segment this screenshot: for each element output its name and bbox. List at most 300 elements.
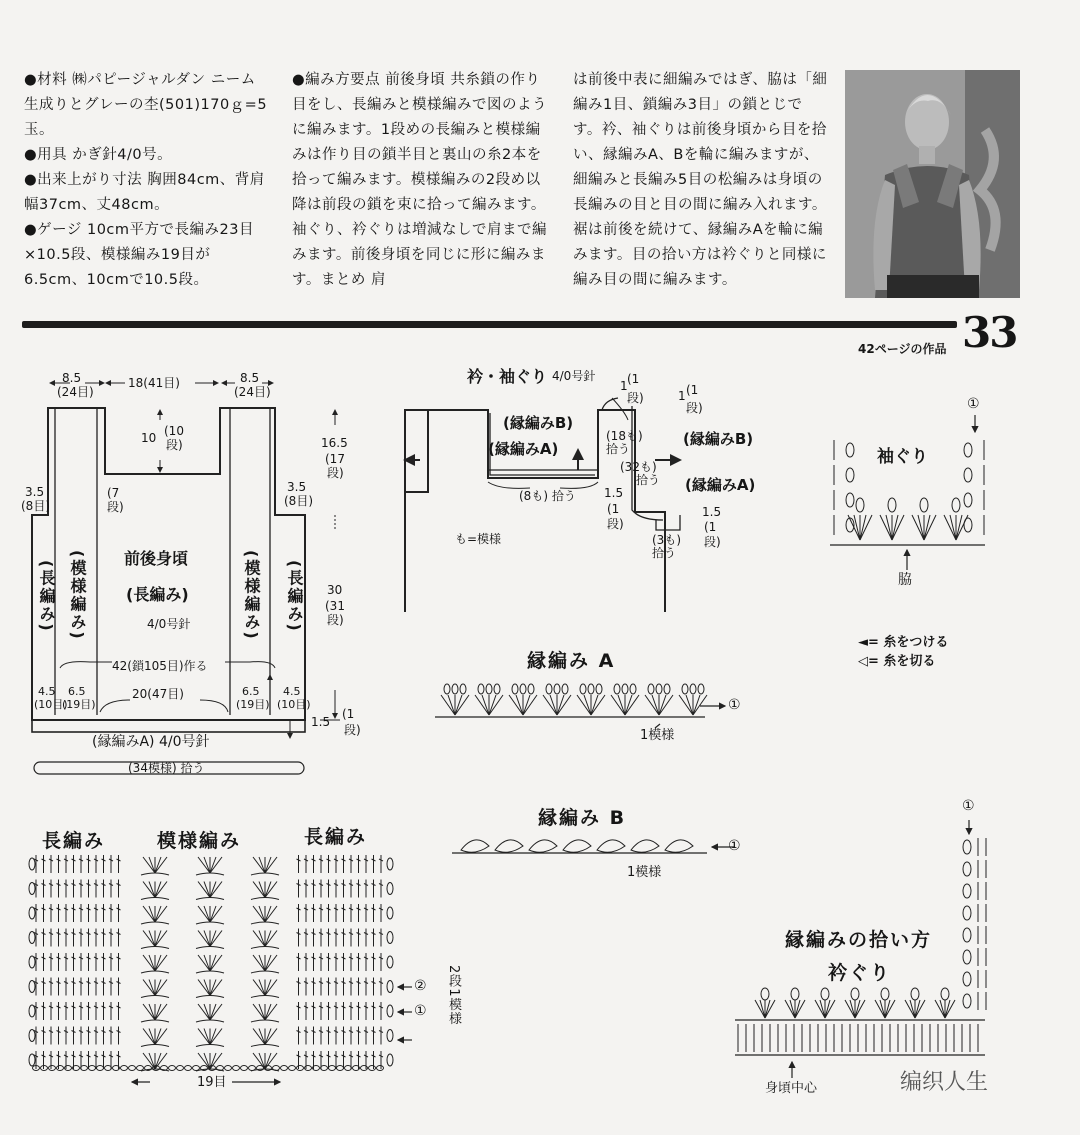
pickup-fan xyxy=(940,1000,945,1018)
armhole-fan xyxy=(918,515,924,540)
chart-header-dc-left: 長編み xyxy=(42,830,106,852)
pickup-leaf xyxy=(881,988,889,1000)
edge-a-fan xyxy=(523,695,537,715)
collar-edge-b-right: (縁編みB) xyxy=(683,430,754,448)
turning-chain xyxy=(387,956,393,968)
materials-text: ●材料 ㈱パピージャルダン ニーム 生成りとグレーの杢(501)170ｇ=5玉。 xyxy=(24,72,268,138)
chain-loop xyxy=(141,996,169,998)
body-subtitle: (長編み) xyxy=(126,585,189,604)
fan-stitch xyxy=(198,980,210,996)
fan-stitch xyxy=(155,857,167,873)
pickup-picot xyxy=(963,950,971,964)
fan-stitch xyxy=(259,906,265,922)
armhole-left-stitches: (8目) xyxy=(21,499,50,513)
col-left-outer: (長編み) xyxy=(37,560,56,633)
bottom-w5: 4.5 xyxy=(283,685,301,698)
edge-a-fan xyxy=(625,695,639,715)
fan-stitch xyxy=(253,931,265,947)
bottom-center: 20(47目) xyxy=(132,687,184,701)
chain-loop xyxy=(141,898,169,900)
chart-row-1: ① xyxy=(414,1003,427,1019)
turning-chain xyxy=(387,883,393,895)
armhole-fan xyxy=(892,515,904,540)
foundation-chain xyxy=(105,1066,112,1071)
neck-depth-rows-a: (10 xyxy=(164,424,184,438)
lower-height: 30 xyxy=(327,583,343,597)
chart-repeat: 2段1模様 xyxy=(446,965,461,1026)
edge-a-fan xyxy=(489,695,503,715)
collar-row2: 1 xyxy=(678,389,686,403)
chain-count: 42(鎖105目)作る xyxy=(112,659,208,673)
edge-b-leaf xyxy=(631,840,659,852)
edge-a-picot xyxy=(494,684,500,694)
armhole-fan xyxy=(924,515,930,540)
collar-note: も=模様 xyxy=(455,532,502,546)
edge-a-fan xyxy=(489,695,496,715)
fan-stitch xyxy=(155,882,161,898)
edge-a-picot xyxy=(452,684,458,694)
pickup-fan xyxy=(820,1000,825,1018)
fan-stitch xyxy=(259,955,265,971)
col-right-outer: (長編み) xyxy=(285,560,304,633)
fan-stitch xyxy=(143,1029,155,1045)
fan-stitch xyxy=(198,1004,210,1020)
collar-row2b: (1 xyxy=(686,383,699,397)
armhole-right-width: 3.5 xyxy=(287,480,307,494)
collar-hook: 4/0号針 xyxy=(552,369,596,383)
fan-stitch xyxy=(149,857,155,873)
foundation-chain xyxy=(97,1066,104,1071)
legend-attach-yarn: ◄= 糸をつける xyxy=(858,635,949,650)
edge-b-leaf xyxy=(597,840,625,852)
collar-edge-a-left: (縁編みA) xyxy=(488,440,559,458)
pickup-fan xyxy=(850,1000,855,1018)
fan-stitch xyxy=(210,882,216,898)
pickup-leaf xyxy=(941,988,949,1000)
collar-row1: 1 xyxy=(620,379,628,393)
edge-a-fan xyxy=(509,695,523,715)
pickup-picot xyxy=(963,884,971,898)
edge-a-fan xyxy=(679,695,693,715)
fan-stitch xyxy=(155,1029,161,1045)
fan-stitch xyxy=(210,931,222,947)
turning-chain xyxy=(387,1030,393,1042)
fan-stitch xyxy=(259,931,265,947)
pickup-fan xyxy=(825,1000,835,1018)
collar-row1b: (1 xyxy=(627,372,640,386)
edge-a-fan xyxy=(591,695,605,715)
fan-stitch xyxy=(198,931,210,947)
chain-loop xyxy=(196,996,224,998)
pickup-title: 縁編みの拾い方 xyxy=(785,929,933,951)
instructions-column-1: ●編み方要点 前後身頃 共糸鎖の作り目をし、長編みと模様編みで図のように編みます。1段めの長編みと模様編みは作り目の鎖半目と裏山の糸2本を拾って編みます。模様編みの2段め以降は前段の鎖を束に拾って編みます。袖ぐり、衿ぐりは増減なしで肩まで編みます。前後身頃を同じに形に編みます。まとめ 肩 xyxy=(292,72,547,288)
fan-stitch xyxy=(265,906,277,922)
fan-stitch xyxy=(204,980,210,996)
chain-loop xyxy=(251,922,279,924)
armhole-leaf xyxy=(856,498,864,512)
armhole-fan xyxy=(854,515,860,540)
fan-stitch xyxy=(210,980,222,996)
hem-rows-b: 段) xyxy=(344,723,361,737)
edge-a-fan xyxy=(550,695,557,715)
fan-stitch xyxy=(265,882,271,898)
fan-stitch xyxy=(155,980,161,996)
fan-stitch xyxy=(210,882,222,898)
fan-stitch xyxy=(210,955,216,971)
pickup-leaf xyxy=(821,988,829,1000)
chart-header-dc-right: 長編み xyxy=(304,826,368,848)
edge-a-fan xyxy=(659,695,666,715)
chain-loop xyxy=(251,947,279,949)
edge-a-fan xyxy=(645,695,659,715)
edge-a-picot xyxy=(520,684,526,694)
chain-loop xyxy=(251,971,279,973)
upper-height-rows-a: (17 xyxy=(325,452,345,466)
pickup-leaf xyxy=(761,988,769,1000)
pickup-fan xyxy=(815,1000,825,1018)
fan-stitch xyxy=(210,857,222,873)
pickup-fan xyxy=(845,1000,855,1018)
bottom-w2: 6.5 xyxy=(68,685,86,698)
fan-stitch xyxy=(204,906,210,922)
chain-loop xyxy=(141,1020,169,1022)
fan-stitch xyxy=(204,882,210,898)
shoulder-left-stitches: (24目) xyxy=(57,385,94,399)
bottom-s4: (19目) xyxy=(236,698,270,711)
edge-a-fan xyxy=(611,695,625,715)
collar-pick-3b: 拾う xyxy=(652,546,677,560)
armhole-title: 袖ぐり xyxy=(877,447,928,467)
pickup-leaf xyxy=(851,988,859,1000)
chart-row-2: ② xyxy=(414,978,427,994)
fan-stitch xyxy=(149,931,155,947)
foundation-chain xyxy=(233,1066,240,1071)
fan-stitch xyxy=(143,882,155,898)
armhole-leaf xyxy=(888,498,896,512)
armhole-fan xyxy=(886,515,892,540)
collar-title: 衿・袖ぐり xyxy=(467,367,548,386)
upper-height: 16.5 xyxy=(321,436,348,450)
armhole-fan xyxy=(924,515,936,540)
edge-b-row: ① xyxy=(728,838,741,854)
edge-b-leaf xyxy=(665,840,693,852)
turning-chain xyxy=(29,1030,35,1042)
legend-cut-yarn: ◁= 糸を切る xyxy=(858,654,936,669)
collar-edge-b-left: (縁編みB) xyxy=(503,414,574,432)
pickup-fan xyxy=(905,1000,915,1018)
fan-stitch xyxy=(143,955,155,971)
chain-loop xyxy=(141,971,169,973)
edge-a-fan xyxy=(455,695,462,715)
fan-stitch xyxy=(198,1029,210,1045)
fan-stitch xyxy=(149,1029,155,1045)
pickup-center: 身頃中心 xyxy=(765,1081,818,1096)
fan-stitch xyxy=(210,857,216,873)
neck-depth-rows-b: 段) xyxy=(166,438,183,452)
foundation-chain xyxy=(289,1066,296,1071)
foundation-chain xyxy=(369,1066,376,1071)
foundation-chain xyxy=(321,1066,328,1071)
pickup-fan xyxy=(915,1000,925,1018)
chain-loop xyxy=(141,1045,169,1047)
page-number: 33 xyxy=(962,308,1017,357)
body-hook: 4/0号針 xyxy=(147,617,191,631)
chain-loop xyxy=(141,947,169,949)
collar-row4: 1.5 xyxy=(702,505,722,519)
edge-a-fan xyxy=(618,695,625,715)
fan-stitch xyxy=(210,906,216,922)
fan-stitch xyxy=(259,1053,265,1069)
fan-stitch xyxy=(259,1029,265,1045)
edge-a-fan xyxy=(455,695,469,715)
fan-stitch xyxy=(259,882,265,898)
pickup-fan xyxy=(880,1000,885,1018)
fan-stitch xyxy=(265,1004,277,1020)
pickup-fan xyxy=(855,1000,865,1018)
foundation-chain xyxy=(225,1066,232,1071)
fan-stitch xyxy=(155,955,161,971)
foundation-chain xyxy=(129,1066,136,1071)
fan-stitch xyxy=(149,980,155,996)
edge-a-fan xyxy=(516,695,523,715)
fan-stitch xyxy=(210,1029,222,1045)
armhole-picot xyxy=(964,443,972,457)
shoulder-right-width: 8.5 xyxy=(240,371,260,385)
fan-stitch xyxy=(265,1029,277,1045)
fan-stitch xyxy=(210,980,216,996)
watermark: 编织人生 xyxy=(900,1070,989,1095)
collar-row3b: (1 xyxy=(607,502,620,516)
armhole-fan xyxy=(912,515,924,540)
pickup-fan xyxy=(885,1000,895,1018)
collar-row4b: (1 xyxy=(704,520,717,534)
armhole-fan xyxy=(956,515,968,540)
fan-stitch xyxy=(155,1004,161,1020)
turning-chain xyxy=(29,956,35,968)
fan-stitch xyxy=(210,906,222,922)
chain-loop xyxy=(196,1020,224,1022)
edge-a-picot xyxy=(596,684,602,694)
pickup-fan xyxy=(790,1000,795,1018)
turning-chain xyxy=(29,907,35,919)
edge-a-picot xyxy=(630,684,636,694)
fan-stitch xyxy=(265,980,271,996)
turning-chain xyxy=(387,858,393,870)
foundation-chain xyxy=(193,1066,200,1071)
fan-stitch xyxy=(155,906,161,922)
pickup-fan xyxy=(765,1000,770,1018)
pickup-fan xyxy=(915,1000,920,1018)
pickup-fan xyxy=(795,1000,805,1018)
armhole-fan xyxy=(950,515,956,540)
collar-pick-8: (8も) 拾う xyxy=(519,489,576,503)
edge-a-fan xyxy=(482,695,489,715)
edge-a-fan xyxy=(625,695,632,715)
body-title: 前後身頃 xyxy=(124,549,189,568)
pickup-row: ① xyxy=(962,798,975,814)
fan-stitch xyxy=(143,857,155,873)
pickup-leaf xyxy=(791,988,799,1000)
edge-a-repeat: 1模様 xyxy=(640,728,675,743)
pickup-subtitle: 衿ぐり xyxy=(828,962,892,984)
turning-chain xyxy=(29,1054,35,1066)
fan-stitch xyxy=(265,980,277,996)
edge-a-picot xyxy=(528,684,534,694)
pickup-picot xyxy=(963,928,971,942)
chain-loop xyxy=(141,922,169,924)
turning-chain xyxy=(387,1005,393,1017)
hem-pickup: (34模様) 拾う xyxy=(128,761,205,775)
chain-loop xyxy=(196,1045,224,1047)
fan-stitch xyxy=(253,882,265,898)
edge-a-fan xyxy=(584,695,591,715)
pickup-fan xyxy=(755,1000,765,1018)
foundation-chain xyxy=(89,1066,96,1071)
pickup-fan xyxy=(795,1000,800,1018)
pickup-picot xyxy=(963,862,971,876)
fan-stitch xyxy=(265,882,277,898)
collar-row3c: 段) xyxy=(607,517,624,531)
fan-stitch xyxy=(210,1029,216,1045)
collar-pick-18: (18も) xyxy=(606,429,643,443)
edge-a-fan xyxy=(659,695,673,715)
fan-stitch xyxy=(253,980,265,996)
tools-text: ●用具 かぎ針4/0号。 xyxy=(24,147,173,163)
turning-chain xyxy=(387,907,393,919)
armhole-picot xyxy=(964,493,972,507)
fan-stitch xyxy=(155,931,161,947)
pickup-picot xyxy=(963,994,971,1008)
chain-loop xyxy=(196,971,224,973)
pickup-fan xyxy=(945,1000,955,1018)
turning-chain xyxy=(387,1054,393,1066)
edge-a-fan xyxy=(441,695,455,715)
turning-chain xyxy=(387,981,393,993)
pickup-picot xyxy=(963,906,971,920)
collar-row4c: 段) xyxy=(704,535,721,549)
fan-stitch xyxy=(143,980,155,996)
hem-edging: (縁編みA) 4/0号針 xyxy=(92,734,210,750)
fan-stitch xyxy=(265,955,271,971)
armhole-fan xyxy=(892,515,898,540)
neck-depth: 10 xyxy=(141,431,157,445)
foundation-chain xyxy=(169,1066,176,1071)
fan-stitch xyxy=(198,955,210,971)
edge-a-picot xyxy=(580,684,586,694)
lower-height-rows-b: 段) xyxy=(327,613,344,627)
bottom-s5: (10目) xyxy=(277,698,311,711)
turning-chain xyxy=(29,883,35,895)
chain-loop xyxy=(251,898,279,900)
chain-loop xyxy=(251,1045,279,1047)
fan-stitch xyxy=(155,1029,167,1045)
foundation-chain xyxy=(121,1066,128,1071)
armhole-side: 脇 xyxy=(898,572,912,588)
foundation-chain xyxy=(281,1066,288,1071)
edge-a-fan xyxy=(557,695,564,715)
armhole-leaf xyxy=(952,498,960,512)
pickup-fan xyxy=(765,1000,775,1018)
gauge-text: ●ゲージ 10cm平方で長編み23目×10.5段、模様編み19目が6.5cm、10cmで10.5段。 xyxy=(24,222,254,288)
collar-row3: 1.5 xyxy=(604,486,624,500)
foundation-chain xyxy=(377,1066,384,1071)
edge-a-picot xyxy=(588,684,594,694)
fan-stitch xyxy=(210,955,222,971)
fan-stitch xyxy=(253,1004,265,1020)
chain-loop xyxy=(196,947,224,949)
chain-loop xyxy=(141,873,169,875)
edge-a-fan xyxy=(591,695,598,715)
fan-stitch xyxy=(210,931,216,947)
edge-a-picot xyxy=(546,684,552,694)
edge-a-picot xyxy=(622,684,628,694)
foundation-chain xyxy=(345,1066,352,1071)
edge-a-picot xyxy=(444,684,450,694)
fan-stitch xyxy=(265,1053,271,1069)
armhole-row: ① xyxy=(967,396,980,412)
fan-stitch xyxy=(265,1029,271,1045)
shoulder-left-width: 8.5 xyxy=(62,371,82,385)
chain-loop xyxy=(196,898,224,900)
pickup-fan xyxy=(855,1000,860,1018)
edge-a-fan xyxy=(475,695,489,715)
armhole-picot xyxy=(846,443,854,457)
chain-loop xyxy=(196,873,224,875)
collar-row2c: 段) xyxy=(686,401,703,415)
pickup-fan xyxy=(825,1000,830,1018)
edge-a-picot xyxy=(478,684,484,694)
pickup-fan xyxy=(945,1000,950,1018)
edge-a-row: ① xyxy=(728,697,741,713)
fan-stitch xyxy=(149,1053,155,1069)
fan-stitch xyxy=(265,906,271,922)
pickup-fan xyxy=(935,1000,945,1018)
bottom-w4: 6.5 xyxy=(242,685,260,698)
edge-a-fan xyxy=(693,695,700,715)
foundation-chain xyxy=(57,1066,64,1071)
chart-stitch-count: 19目 xyxy=(197,1075,227,1090)
foundation-chain xyxy=(137,1066,144,1071)
edge-a-fan xyxy=(693,695,707,715)
chain-loop xyxy=(196,922,224,924)
edge-b-leaf xyxy=(529,840,557,852)
edge-a-fan xyxy=(686,695,693,715)
pickup-fan xyxy=(875,1000,885,1018)
fan-stitch xyxy=(204,931,210,947)
fan-stitch xyxy=(210,1053,222,1069)
edge-a-picot xyxy=(460,684,466,694)
fan-stitch xyxy=(204,1004,210,1020)
shoulder-right-stitches: (24目) xyxy=(234,385,271,399)
edge-a-picot xyxy=(486,684,492,694)
col-left-inner: (模様編み) xyxy=(68,550,87,641)
edge-a-fan xyxy=(652,695,659,715)
pickup-picot xyxy=(963,972,971,986)
fan-stitch xyxy=(155,931,167,947)
page-reference: 42ページの作品 xyxy=(858,342,947,356)
hem-rows-a: (1 xyxy=(342,707,355,721)
fan-stitch xyxy=(155,906,167,922)
instructions-column-2: は前後中表に細編みではぎ、脇は「細編み1目、鎖編み3目」の鎖とじです。衿、袖ぐりは前後身頃から目を拾い、縁編みA、Bを輪に編みますが、細編みと長編み5目の松編みは身頃の長編みの目と目の間に編み入れます。裾は前後を続けて、縁編みAを輪に編みます。目の拾い方は衿ぐりと同様に編み目の間に編みます。 xyxy=(573,72,828,288)
edge-a-picot xyxy=(698,684,704,694)
fan-stitch xyxy=(149,882,155,898)
armhole-fan xyxy=(860,515,866,540)
fan-stitch xyxy=(155,1004,167,1020)
edge-a-picot xyxy=(682,684,688,694)
fan-stitch xyxy=(265,1004,271,1020)
fan-stitch xyxy=(149,955,155,971)
armhole-fan xyxy=(860,515,872,540)
